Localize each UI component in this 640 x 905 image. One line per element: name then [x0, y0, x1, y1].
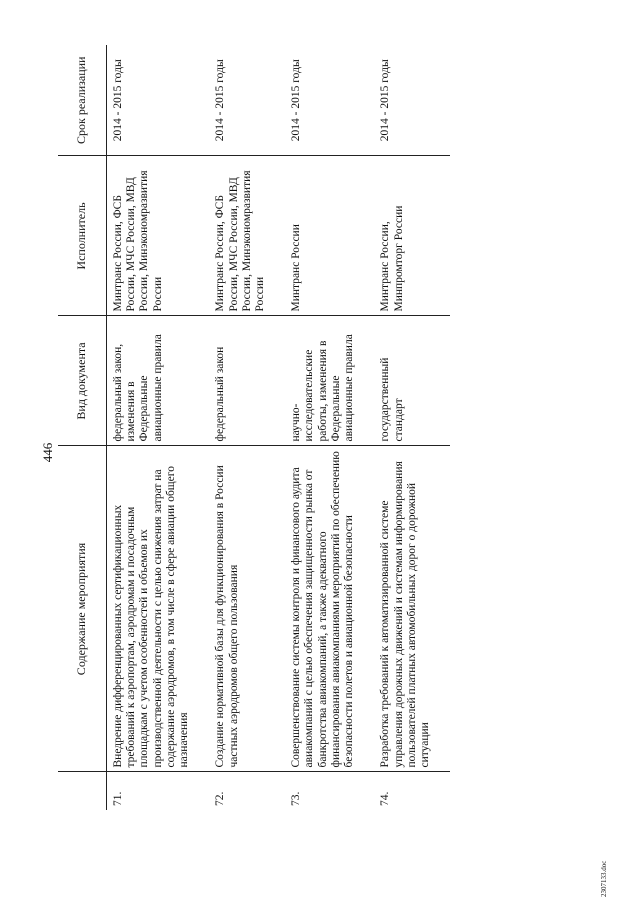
table-row: [209, 45, 285, 810]
row-doc-type: научно-исследовательские работы, изменения в Федеральные авиационные правила: [285, 316, 374, 446]
row-number: 74.: [379, 791, 392, 806]
row-doc-type: государственный стандарт: [374, 316, 450, 446]
measures-table: [58, 45, 450, 810]
table-row: [107, 45, 210, 810]
row-number: 72.: [214, 791, 227, 806]
footer-file-code: 2307133.doc: [600, 860, 608, 897]
row-doc-type: федеральный закон: [209, 316, 285, 446]
header-executor: Исполнитель: [58, 156, 107, 316]
header-term: Срок реализации: [58, 45, 107, 156]
row-number: 73.: [290, 791, 303, 806]
row-content: Разработка требований к автоматизированной системе управления дорожных движений и системам информирования пользователей платных автомобильных дорог о дорожной ситуации: [374, 446, 450, 772]
row-term: 2014 - 2015 годы: [107, 45, 210, 156]
header-number: [58, 772, 107, 810]
page-number: 446: [40, 442, 55, 463]
row-content: Совершенствование системы контроля и финансового аудита авиакомпаний с целью обеспечения защищенности рынка от банкротства авиакомпаний, а также адекватного финансирования авиакомпаниями мероприятий по обеспечению безопасности полетов и авиационной безопасности: [285, 446, 374, 772]
row-term: 2014 - 2015 годы: [285, 45, 374, 156]
row-term: 2014 - 2015 годы: [374, 45, 450, 156]
header-content: Содержание мероприятия: [58, 446, 107, 772]
table-row: [285, 45, 374, 810]
row-executor: Минтранс России: [285, 156, 374, 316]
row-executor: Минтранс России, ФСБ России, МЧС России, МВД России, Минэкономразвития России: [107, 156, 210, 316]
table-header-row: [58, 45, 107, 810]
row-content: Внедрение дифференцированных сертификационных требований к аэропортам, аэродромам и посадочным площадкам с учетом особенностей и объемов их производственной деятельности с целью снижения затрат на содержание аэродромов, в том числе в сфере авиации общего назначения: [107, 446, 210, 772]
row-content: Создание нормативной базы для функционирования в России частных аэродромов общего пользования: [209, 446, 285, 772]
row-executor: Минтранс России, Минпромторг России: [374, 156, 450, 316]
row-number: 71.: [112, 791, 124, 806]
row-doc-type: федеральный закон, изменения в Федеральные авиационные правила: [107, 316, 210, 446]
header-doc-type: Вид документа: [58, 316, 107, 446]
row-term: 2014 - 2015 годы: [209, 45, 285, 156]
table-row: [374, 45, 450, 810]
row-executor: Минтранс России, ФСБ России, МЧС России, МВД России, Минэкономразвития России: [209, 156, 285, 316]
